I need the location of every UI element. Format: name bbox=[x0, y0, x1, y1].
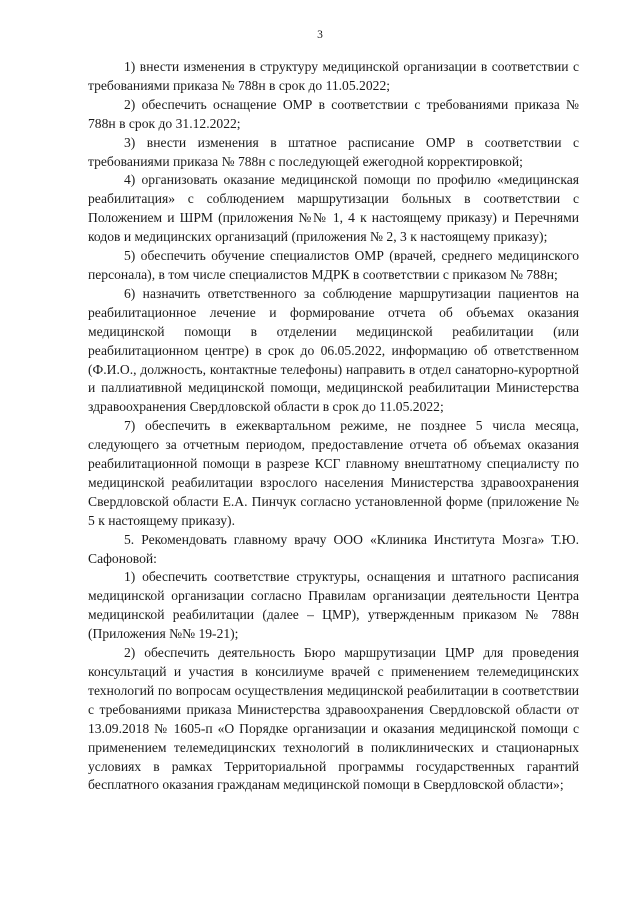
section-5-heading: 5. Рекомендовать главному врачу ООО «Клиника Института Мозга» Т.Ю. Сафоновой: bbox=[88, 531, 579, 566]
section-5-item-1: 1) обеспечить соответствие структуры, оснащения и штатного расписания медицинской организации согласно Правилам организации деятельности Центра медицинской реабилитации (далее – ЦМР), утвержденным приказом № 788н (Приложения №№ 19-21); bbox=[88, 569, 579, 642]
paragraph-item-7: 7) обеспечить в ежеквартальном режиме, не позднее 5 числа месяца, следующего за отчетным периодом, предоставление отчета об объемах оказания реабилитационной помощи в разрезе КСГ главному внештатному специалисту по медицинской реабилитации взрослого населения Министерства здравоохранения Свердловской области Е.А. Пинчук согласно установленной форме (приложение № 5 к настоящему приказу). bbox=[88, 418, 579, 528]
paragraph-item-4: 4) организовать оказание медицинской помощи по профилю «медицинская реабилитация» с соблюдением маршрутизации больных в соответствии с Положением и ШРМ (приложения №№ 1, 4 к настоящему приказу) и Перечнями кодов и медицинских организаций (приложения № 2, 3 к настоящему приказу); bbox=[88, 172, 579, 245]
paragraph-item-3: 3) внести изменения в штатное расписание ОМР в соответствии с требованиями приказа № 788н с последующей ежегодной корректировкой; bbox=[88, 134, 579, 169]
document-body bbox=[88, 58, 579, 795]
paragraph-item-5: 5) обеспечить обучение специалистов ОМР (врачей, среднего медицинского персонала), в том числе специалистов МДРК в соответствии с приказом № 788н; bbox=[88, 248, 579, 282]
page-number: 3 bbox=[317, 29, 323, 41]
paragraph-item-1: 1) внести изменения в структуру медицинской организации в соответствии с требованиями приказа № 788н в срок до 11.05.2022; bbox=[88, 59, 579, 93]
paragraph-item-6: 6) назначить ответственного за соблюдение маршрутизации пациентов на реабилитационное лечение и формирование отчета об объемах оказания медицинской помощи в отделении медицинской реабилитации (или реабилитационном центре) в срок до 06.05.2022, информацию об ответственном (Ф.И.О., должность, контактные телефоны) направить в отдел санаторно-курортной и паллиативной медицинской помощи, медицинской реабилитации Министерства здравоохранения Свердловской области в срок до 11.05.2022; bbox=[88, 285, 579, 415]
section-5-item-2: 2) обеспечить деятельность Бюро маршрутизации ЦМР для проведения консультаций и участия в консилиуме врачей с применением телемедицинских технологий по вопросам осуществления медицинской реабилитации в соответствии с требованиями приказа Министерства здравоохранения Свердловской области от 13.09.2018 № 1605-п «О Порядке организации и оказания медицинской помощи с применением телемедицинских технологий в поликлинических и стационарных условиях в рамках Территориальной программы государственных гарантий бесплатного оказания гражданам медицинской помощи в Свердловской области»; bbox=[88, 645, 579, 793]
paragraph-item-2: 2) обеспечить оснащение ОМР в соответствии с требованиями приказа № 788н в срок до 31.12.2022; bbox=[88, 96, 579, 131]
